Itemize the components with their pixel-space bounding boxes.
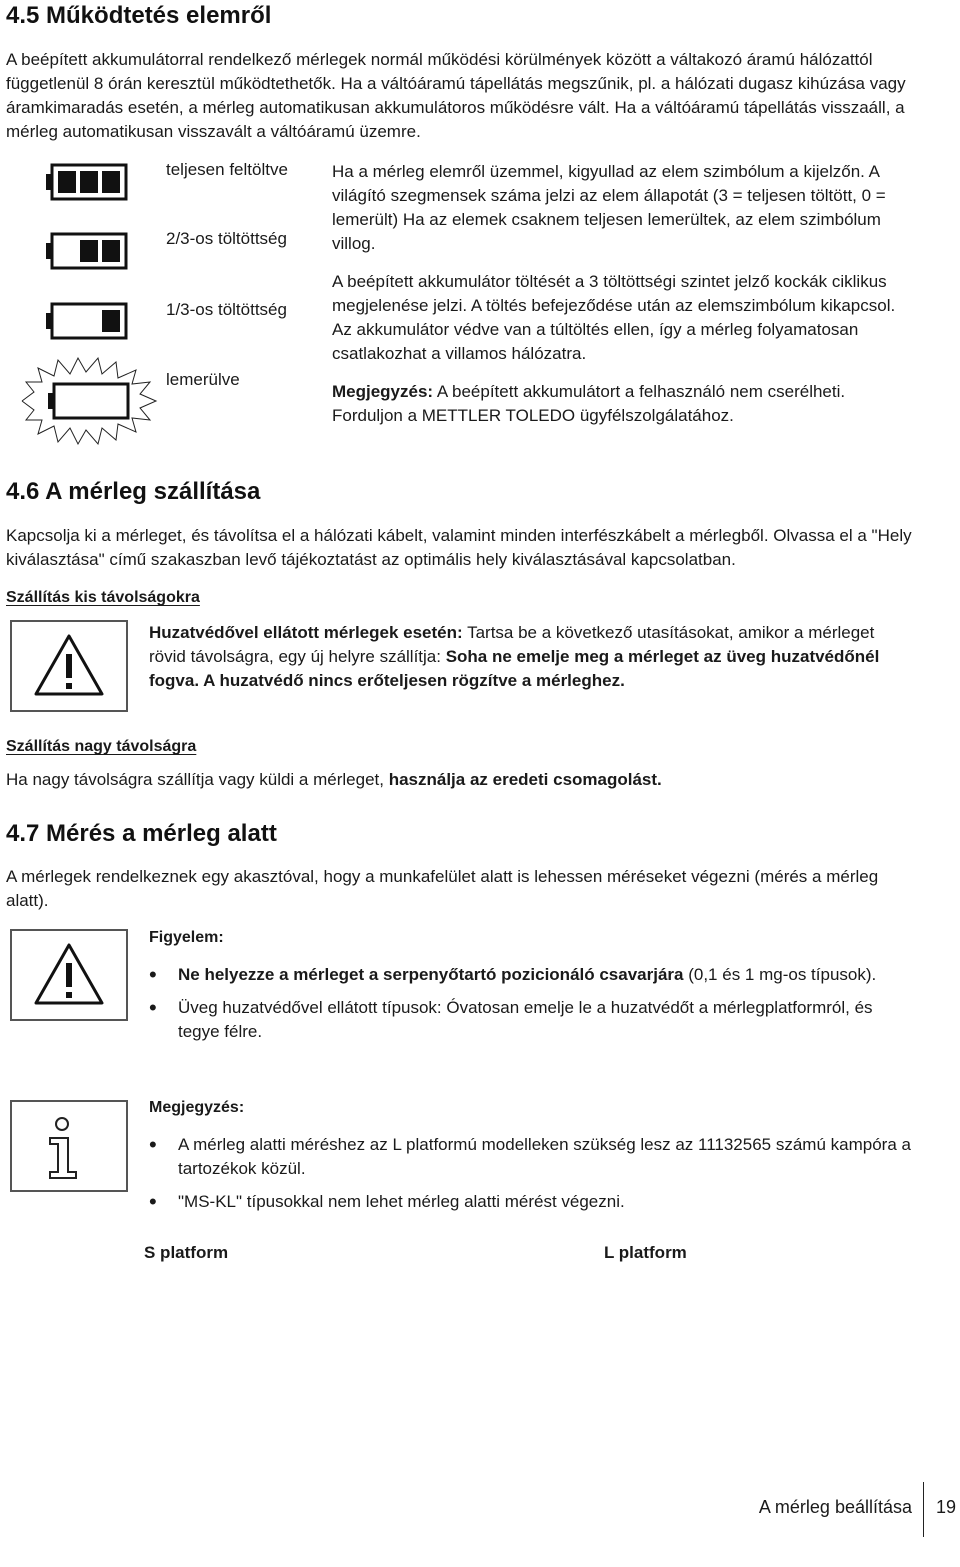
attention-item-2: • Üveg huzatvédővel ellátott típusok: Óvatosan emelje le a huzatvédőt a mérlegplatformról, és tegye félre.: [149, 996, 914, 1044]
battery-label-two-thirds: 2/3-os töltöttség: [166, 229, 287, 248]
warning-triangle-icon: [12, 622, 126, 710]
attention-list: [149, 963, 914, 1053]
section-4-7-intro: A mérlegek rendelkeznek egy akasztóval, hogy a munkafelület alatt is lehessen méréseket végezni (mérés a mérleg alatt).: [6, 867, 879, 910]
short-transport-warning: Soha ne emelje meg a mérleget az üveg huzatvédőnél fogva. A huzatvédő nincs erőteljesen rögzítve a mérleghez.: [149, 647, 880, 690]
attention-label: Figyelem:: [149, 929, 224, 946]
long-transport-instructions: Ha nagy távolságra szállítja vagy küldi a mérleget,: [6, 770, 389, 789]
attention-item-1-bold: Ne helyezze a mérleget a serpenyőtartó pozicionáló csavarjára: [178, 965, 684, 984]
warning-box-1: [10, 620, 128, 712]
warning-triangle-icon: [12, 931, 126, 1019]
note-list: [149, 1133, 914, 1223]
short-transport-heading: Szállítás kis távolságokra: [6, 589, 200, 606]
note-label: Megjegyzés:: [149, 1099, 245, 1116]
info-box: [10, 1100, 128, 1192]
attention-item-1-rest: (0,1 és 1 mg-os típusok).: [683, 965, 877, 984]
section-4-5-title: 4.5 Működtetés elemről: [6, 2, 272, 29]
battery-note-text: A beépített akkumulátort a felhasználó nem cserélheti. Forduljon a METTLER TOLEDO ügyfélszolgálatához.: [332, 382, 846, 425]
charging-description: A beépített akkumulátor töltését a 3 töltöttségi szintet jelző kockák ciklikus megjelenése jelzi. A töltés befejeződése után az elemszimbólum kikapcsol. Az akkumulátor védve van a túltöltés ellen, így a mérleg folyamatosan csatlakozhat a villamos hálózatra.: [332, 272, 896, 363]
battery-description: Ha a mérleg elemről üzemmel, kigyullad az elem szimbólum a kijelzőn. A világító szegmensek száma jelzi az elem állapotát (3 = teljesen töltött, 0 = lemerült) Ha az elemek csaknem teljesen lemerültek, az elem szimbólum villog.: [332, 162, 886, 253]
footer-divider: [923, 1482, 924, 1537]
warning-box-2: [10, 929, 128, 1021]
battery-label-full: teljesen feltöltve: [166, 160, 288, 179]
section-4-7-title: 4.7 Mérés a mérleg alatt: [6, 820, 277, 847]
battery-label-one-third: 1/3-os töltöttség: [166, 300, 287, 319]
note-item-1: • A mérleg alatti méréshez az L platformú modelleken szükség lesz az 11132565 számú kampóra a tartozékok közül.: [149, 1133, 914, 1181]
section-4-6-title: 4.6 A mérleg szállítása: [6, 478, 261, 505]
short-transport-bold-label: Huzatvédővel ellátott mérlegek esetén:: [149, 623, 463, 642]
l-platform-label: L platform: [604, 1243, 687, 1262]
battery-empty-flashing-icon: [12, 352, 160, 450]
battery-full-icon: [44, 163, 128, 201]
section-4-6-intro: Kapcsolja ki a mérleget, és távolítsa el a hálózati kábelt, valamint minden interfészkábelt a mérlegből. Olvassa el a "Hely kiválasztása" című szakaszban levő tájékoztatást az optimális hely kiválasztásával kapcsolatban.: [6, 526, 912, 569]
battery-one-third-icon: [44, 302, 128, 340]
short-transport-instructions: Tartsa be a következő utasításokat, amikor a mérleget rövid távolságra, egy új helyre szállítja:: [149, 623, 875, 666]
battery-label-empty: lemerülve: [166, 370, 240, 389]
battery-note: [332, 380, 917, 428]
attention-item-1: [149, 963, 914, 987]
short-transport-text: [149, 621, 914, 693]
s-platform-label: S platform: [144, 1243, 229, 1262]
section-4-5-intro: A beépített akkumulátorral rendelkező mérlegek normál működési körülmények között a váltakozó áramú hálózattól függetlenül 8 órán keresztül működtethetők. Ha a váltóáramú tápellátás megszűnik, pl. a hálózati dugasz kihúzása vagy áramkimaradás esetén, a mérleg automatikusan akkumulátoros működésre vált. Ha a váltóáramú tápellátás visszaáll, a mérleg automatikusan visszavált a váltóáramú üzemre.: [6, 50, 906, 141]
long-transport-text: [6, 768, 918, 792]
footer-section-name: A mérleg beállítása: [758, 1497, 912, 1517]
info-icon: [12, 1102, 126, 1190]
note-item-2: • "MS-KL" típusokkal nem lehet mérleg alatti mérést végezni.: [149, 1190, 914, 1214]
page-number: 19: [936, 1497, 957, 1517]
long-transport-heading: Szállítás nagy távolságra: [6, 738, 197, 755]
battery-two-thirds-icon: [44, 232, 128, 270]
battery-note-label: Megjegyzés:: [332, 382, 434, 401]
long-transport-bold: használja az eredeti csomagolást.: [388, 770, 662, 789]
